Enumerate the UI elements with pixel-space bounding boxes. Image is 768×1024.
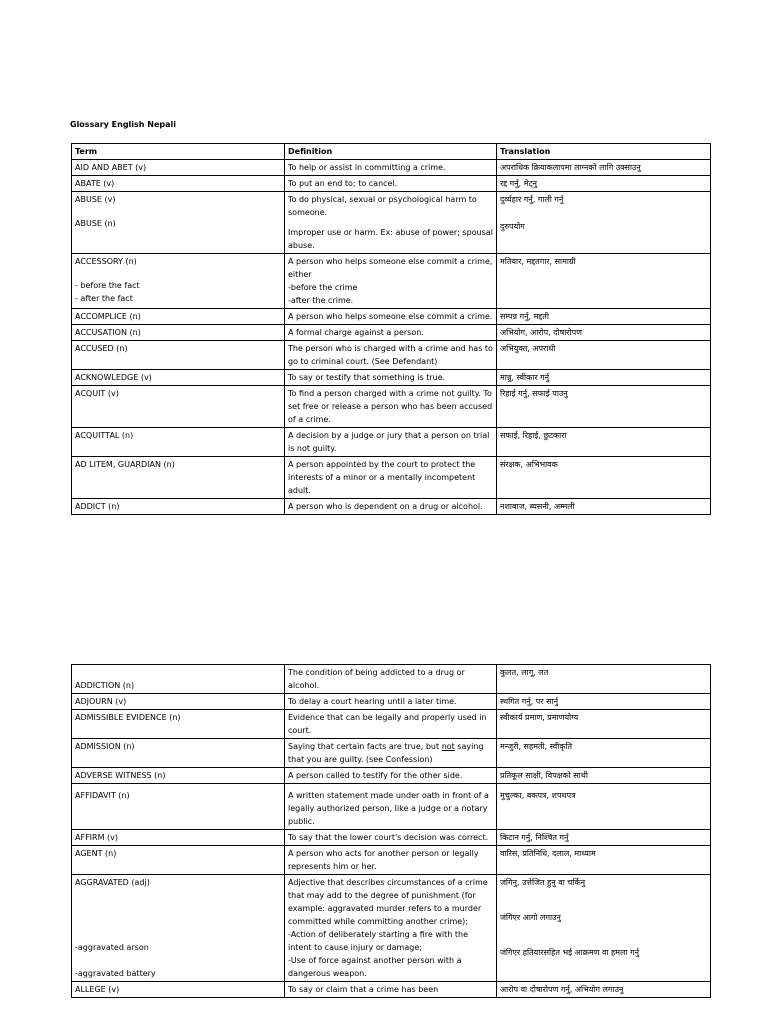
- translation-cell: स्वीकार्य प्रमाण, प्रमाणयोग्य: [497, 710, 711, 739]
- term-cell: AID AND ABET (v): [72, 160, 285, 176]
- term-cell: ADMISSIBLE EVIDENCE (n): [72, 710, 285, 739]
- definition-line: A person who helps someone else commit a crime, either: [288, 257, 493, 279]
- table-row: [72, 386, 711, 428]
- table-row: [72, 325, 711, 341]
- definition-cell: The person who is charged with a crime and has to go to criminal court. (See Defendant): [285, 341, 497, 370]
- table-row: [72, 254, 711, 309]
- definition-cell: A person who is dependent on a drug or alcohol.: [285, 499, 497, 515]
- table-row: [72, 694, 711, 710]
- definition-cell: To put an end to; to cancel.: [285, 176, 497, 192]
- definition-cell: [285, 739, 497, 768]
- term-cell: ACQUIT (v): [72, 386, 285, 428]
- translation-line: दुर्व्यहार गर्नु, गाली गर्नु: [500, 195, 564, 204]
- table-row: [72, 875, 711, 982]
- translation-cell: रद्द गर्नु, मेट्नु: [497, 176, 711, 192]
- definition-cell: A written statement made under oath in front of a legally authorized person, like a judge or a notary public.: [285, 784, 497, 830]
- header-term: Term: [72, 144, 285, 160]
- term-cell: AGENT (n): [72, 846, 285, 875]
- translation-cell: आरोप वा दोषारोपण गर्नु, अभियोग लगाउनु: [497, 982, 711, 998]
- definition-line: -after the crime.: [288, 296, 354, 305]
- translation-cell: वारिस, प्रतिनिधि, दलाल, माध्याम: [497, 846, 711, 875]
- definition-line: Adjective that describes circumstances of a crime that may add to the degree of punishment (for example: aggravated murder refers to a murder committed while committing another crime);: [288, 878, 488, 926]
- translation-cell: मान्नु, स्वीकार गर्नु: [497, 370, 711, 386]
- definition-line: To do physical, sexual or psychological harm to someone.: [288, 195, 477, 217]
- translation-cell: रिहाई गर्नु, सफाई पाउनु: [497, 386, 711, 428]
- table-row: [72, 768, 711, 784]
- translation-cell: मन्जुरी, सहमती, स्वीकृति: [497, 739, 711, 768]
- table-row: [72, 665, 711, 694]
- translation-cell: अभियोग, आरोप, दोषारोपण: [497, 325, 711, 341]
- definition-cell: [285, 192, 497, 254]
- table-row: [72, 428, 711, 457]
- term-line: - before the fact: [75, 281, 140, 290]
- table-row: [72, 370, 711, 386]
- definition-cell: [285, 254, 497, 309]
- term-cell: ACCUSATION (n): [72, 325, 285, 341]
- document-title: Glossary English Nepali: [70, 120, 177, 129]
- translation-line: जंगिएर हतियारसहित भई आक्रमण वा हमला गर्नु: [500, 948, 640, 957]
- translation-cell: अपराधिक क्रियाकलापमा लाग्नको लागि उक्साउनु: [497, 160, 711, 176]
- definition-cell: A formal charge against a person.: [285, 325, 497, 341]
- definition-cell: The condition of being addicted to a drug or alcohol.: [285, 665, 497, 694]
- translation-cell: सफाई, रिहाई, छुटकारा: [497, 428, 711, 457]
- table-header-row: [72, 144, 711, 160]
- term-cell: ADDICT (n): [72, 499, 285, 515]
- definition-cell: A person who acts for another person or legally represents him or her.: [285, 846, 497, 875]
- term-cell: ADVERSE WITNESS (n): [72, 768, 285, 784]
- table-row: [72, 784, 711, 830]
- definition-cell: A decision by a judge or jury that a person on trial is not guilty.: [285, 428, 497, 457]
- term-cell: ADDICTION (n): [72, 665, 285, 694]
- definition-cell: To say or testify that something is true.: [285, 370, 497, 386]
- table-row: [72, 710, 711, 739]
- term-cell: AD LITEM, GUARDIAN (n): [72, 457, 285, 499]
- term-cell: [72, 192, 285, 254]
- translation-cell: मतियार, मद्दतगार, सामाग्री: [497, 254, 711, 309]
- table-row: [72, 982, 711, 998]
- term-cell: ADMISSION (n): [72, 739, 285, 768]
- definition-cell: To say or claim that a crime has been: [285, 982, 497, 998]
- translation-cell: अभियुक्त, अपराधी: [497, 341, 711, 370]
- translation-cell: सम्पन्न गर्नु, मद्दती: [497, 309, 711, 325]
- term-cell: [72, 875, 285, 982]
- definition-cell: [285, 875, 497, 982]
- term-line: -aggravated arson: [75, 943, 149, 952]
- term-line: -aggravated battery: [75, 969, 156, 978]
- table-row: [72, 830, 711, 846]
- glossary-table-1: [71, 143, 711, 515]
- table-row: [72, 160, 711, 176]
- term-line: ACCESSORY (n): [75, 257, 137, 266]
- term-cell: ALLEGE (v): [72, 982, 285, 998]
- translation-cell: कुलत, लागू, लत: [497, 665, 711, 694]
- table-row: [72, 457, 711, 499]
- definition-cell: To help or assist in committing a crime.: [285, 160, 497, 176]
- table-row: [72, 341, 711, 370]
- table-row: [72, 499, 711, 515]
- translation-line: जंगिएर आगो लगाउनु: [500, 913, 561, 922]
- translation-cell: किटान गर्नु, निश्चित गर्नु: [497, 830, 711, 846]
- term-line: AGGRAVATED (adj): [75, 878, 150, 887]
- definition-cell: A person who helps someone else commit a crime.: [285, 309, 497, 325]
- translation-cell: स्थगित गर्नु, पर सार्नु: [497, 694, 711, 710]
- table-row: [72, 846, 711, 875]
- term-cell: AFFIRM (v): [72, 830, 285, 846]
- term-cell: ADJOURN (v): [72, 694, 285, 710]
- term-cell: ACQUITTAL (n): [72, 428, 285, 457]
- translation-cell: संरक्षक, अभिभावक: [497, 457, 711, 499]
- definition-cell: To find a person charged with a crime not guilty. To set free or release a person who has been accused of a crime.: [285, 386, 497, 428]
- definition-cell: To say that the lower court's decision was correct.: [285, 830, 497, 846]
- translation-cell: प्रतिकूल साक्षी, विपक्षको साथी: [497, 768, 711, 784]
- table-row: [72, 176, 711, 192]
- translation-cell: [497, 192, 711, 254]
- term-cell: ABATE (v): [72, 176, 285, 192]
- term-cell: ACCOMPLICE (n): [72, 309, 285, 325]
- table-row: [72, 739, 711, 768]
- term-cell: AFFIDAVIT (n): [72, 784, 285, 830]
- table-row: [72, 309, 711, 325]
- term-cell: ACCUSED (n): [72, 341, 285, 370]
- header-definition: Definition: [285, 144, 497, 160]
- definition-cell: A person appointed by the court to protect the interests of a minor or a mentally incompetent adult.: [285, 457, 497, 499]
- definition-line: -Use of force against another person with a dangerous weapon.: [288, 956, 462, 978]
- definition-line: -Action of deliberately starting a fire with the intent to cause injury or damage;: [288, 930, 469, 952]
- term-cell: [72, 254, 285, 309]
- definition-line: Improper use or harm. Ex: abuse of power; spousal abuse.: [288, 228, 493, 250]
- definition-cell: To delay a court hearing until a later time.: [285, 694, 497, 710]
- definition-cell: A person called to testify for the other side.: [285, 768, 497, 784]
- term-line: ABUSE (n): [75, 219, 116, 228]
- header-translation: Translation: [497, 144, 711, 160]
- definition-line: -before the crime: [288, 283, 358, 292]
- term-line: ABUSE (v): [75, 195, 116, 204]
- definition-underlined-word: not: [441, 742, 455, 751]
- term-cell: ACKNOWLEDGE (v): [72, 370, 285, 386]
- translation-line: दुरुपयोग: [500, 222, 525, 231]
- definition-text: Saying that certain facts are true, but: [288, 742, 442, 751]
- translation-line: जंगिनु, उत्तेजित हुनु वा चर्किनु: [500, 878, 586, 887]
- translation-cell: [497, 875, 711, 982]
- term-line: - after the fact: [75, 294, 133, 303]
- definition-cell: Evidence that can be legally and properly used in court.: [285, 710, 497, 739]
- table-row: [72, 192, 711, 254]
- translation-cell: मुचुल्का, बकपत्र, शपथपत्र: [497, 784, 711, 830]
- glossary-table-2: [71, 664, 711, 998]
- translation-cell: नशाबाज, ब्यसनी, अम्मली: [497, 499, 711, 515]
- definition-text: saying that you are guilty. (see Confession): [288, 742, 484, 764]
